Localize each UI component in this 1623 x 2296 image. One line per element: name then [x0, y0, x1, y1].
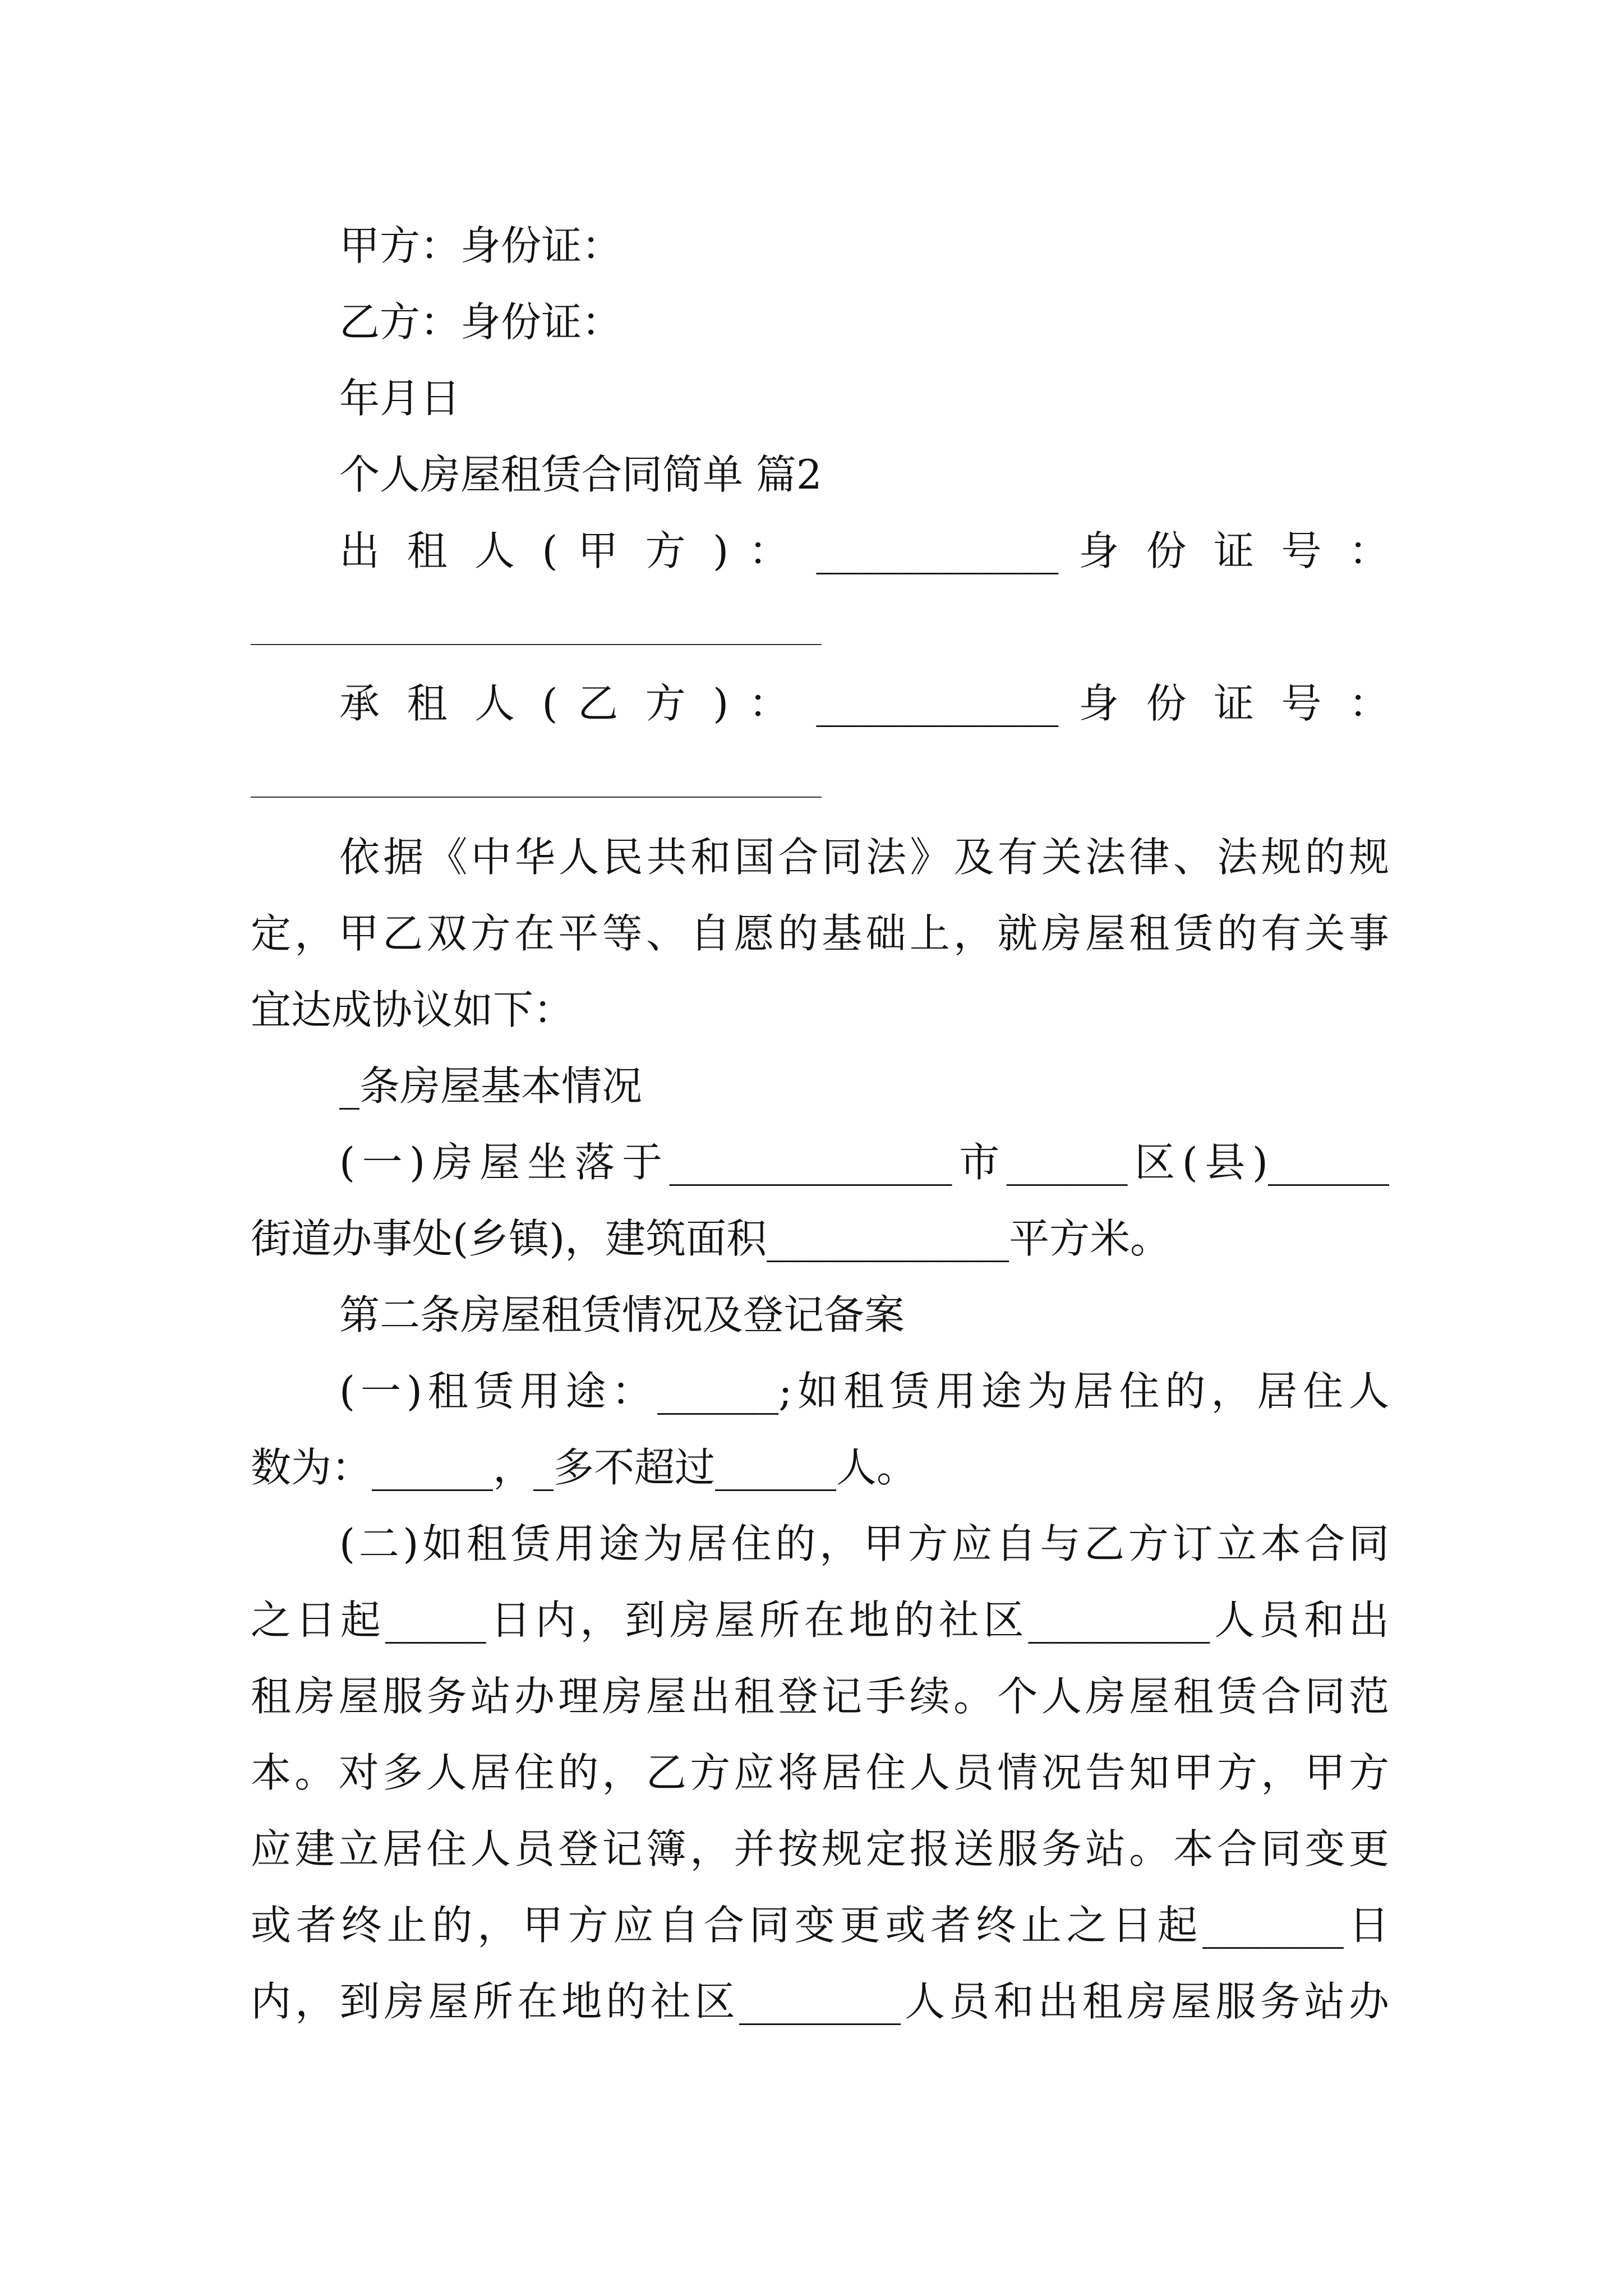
party-b-id-line: 乙方：身份证： [339, 298, 623, 346]
paragraph-line: 定，甲乙双方在平等、自愿的基础上，就房屋租赁的有关事 [251, 910, 1389, 957]
paragraph-line: (一)租赁用途：______;如租赁用途为居住的，居住人 [339, 1368, 1389, 1415]
paragraph-line: 内，到房屋所在地的社区________人员和出租房屋服务站办 [251, 1978, 1389, 2025]
date-line: 年月日 [339, 375, 461, 422]
lessor-line: 出 租 人 ( 甲 方 ) ： ____________ 身 份 证 号 ： [339, 527, 1389, 574]
paragraph-line: 之日起_____日内，到房屋所在地的社区_________人员和出 [251, 1596, 1389, 1644]
article-heading: _条房屋基本情况 [339, 1062, 643, 1110]
paragraph-line: 依据《中华人民共和国合同法》及有关法律、法规的规 [339, 834, 1389, 881]
paragraph-line: 或者终止的，甲方应自合同变更或者终止之日起_______日 [251, 1902, 1389, 1949]
party-a-id-line: 甲方：身份证： [339, 222, 623, 269]
section-title: 个人房屋租赁合同简单 篇2 [339, 451, 822, 498]
paragraph-line: 宜达成协议如下： [251, 986, 574, 1033]
lessee-line: 承 租 人 ( 乙 方 ) ： ____________ 身 份 证 号 ： [339, 680, 1389, 727]
lessor-id-blank [251, 644, 822, 645]
paragraph-line: 应建立居住人员登记簿，并按规定报送服务站。本合同变更 [251, 1825, 1389, 1872]
paragraph-line: (二)如租赁用途为居住的，甲方应自与乙方订立本合同 [339, 1520, 1389, 1567]
paragraph-line: 街道办事处(乡镇)，建筑面积____________平方米。 [251, 1215, 1171, 1262]
paragraph-line: 数为：______，_多不超过______人。 [251, 1444, 917, 1491]
paragraph-line: (一)房屋坐落于______________市______区(县)______ [339, 1139, 1389, 1186]
paragraph-line: 本。对多人居住的，乙方应将居住人员情况告知甲方，甲方 [251, 1749, 1389, 1796]
lessee-id-blank [251, 797, 822, 798]
paragraph-line: 租房屋服务站办理房屋出租登记手续。个人房屋租赁合同范 [251, 1673, 1389, 1720]
article-heading: 第二条房屋租赁情况及登记备案 [339, 1291, 905, 1338]
